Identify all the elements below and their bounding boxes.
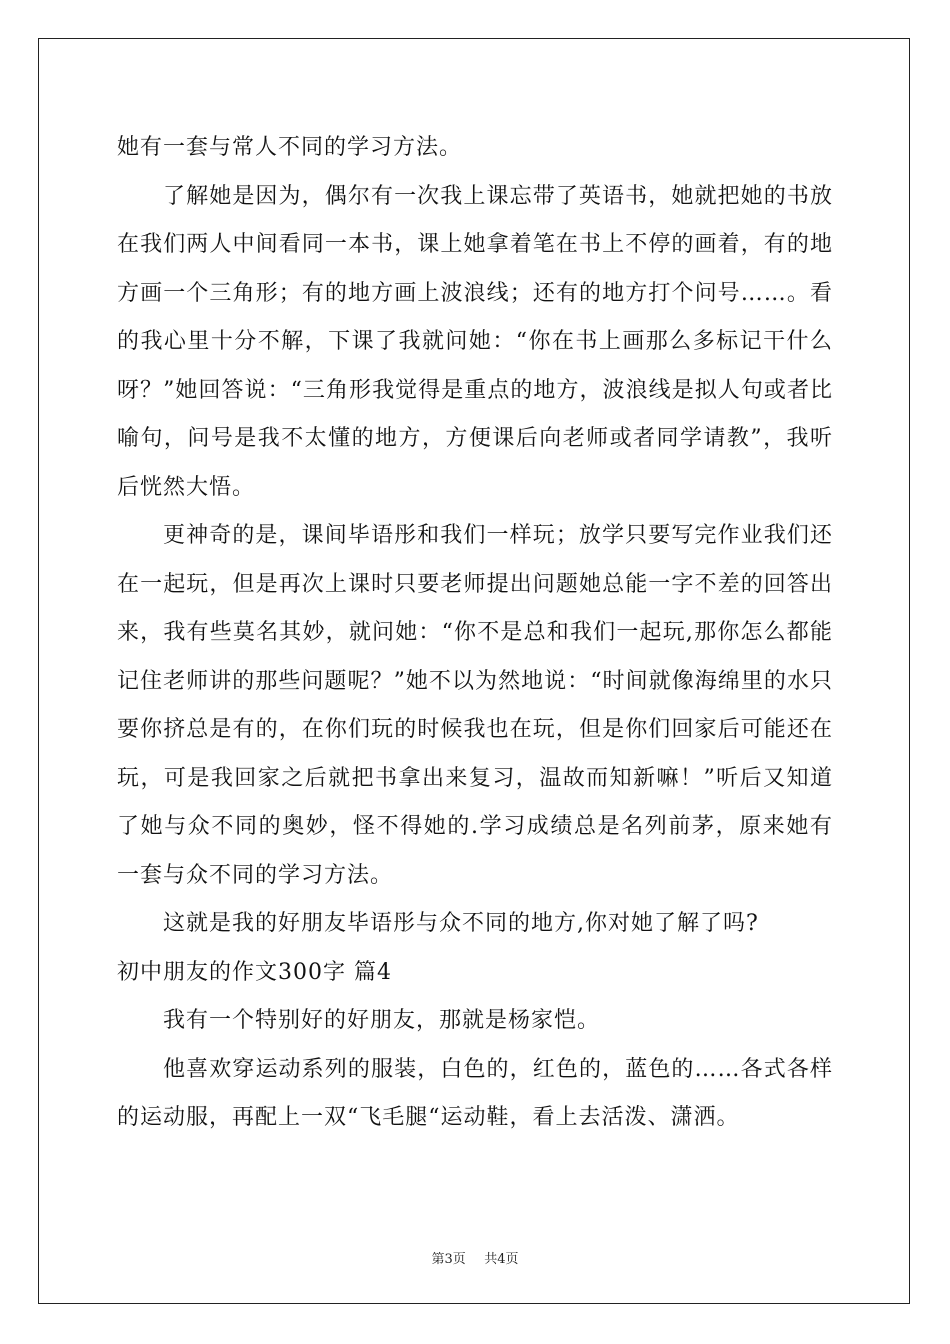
paragraph: 她有一套与常人不同的学习方法。 [117, 135, 463, 160]
paragraph: 更神奇的是，课间毕语彤和我们一样玩；放学只要写完作业我们还在一起玩，但是再次上课时只要老师提出问题她总能一字不差的回答出来，我有些莫名其妙，就问她：“你不是总和我们一起玩,那你怎么都能记住老师讲的那些问题呢？”她不以为然地说：“时间就像海绵里的水只要你挤总是有的，在你们玩的时候我也在玩，但是你们回家后可能还在玩，可是我回家之后就把书拿出来复习，温故而知新嘛！”听后又知道了她与众不同的奥妙，怪不得她的.学习成绩总是名列前茅，原来她有一套与众不同的学习方法。 [117, 523, 833, 888]
page-footer [0, 1248, 950, 1267]
paragraph: 这就是我的好朋友毕语彤与众不同的地方,你对她了解了吗? [163, 911, 759, 936]
paragraph: 我有一个特别好的好朋友，那就是杨家恺。 [163, 1008, 601, 1033]
document-body [117, 124, 833, 1143]
page-number: 第3页 [431, 1252, 466, 1267]
page-total: 共4页 [484, 1252, 519, 1267]
paragraph: 了解她是因为，偶尔有一次我上课忘带了英语书，她就把她的书放在我们两人中间看同一本书，课上她拿着笔在书上不停的画着，有的地方画一个三角形；有的地方画上波浪线；还有的地方打个问号……。看的我心里十分不解，下课了我就问她：“你在书上画那么多标记干什么呀？”她回答说：“三角形我觉得是重点的地方，波浪线是拟人句或者比喻句，问号是我不太懂的地方，方便课后向老师或者同学请教”，我听后恍然大悟。 [117, 183, 833, 500]
paragraph: 他喜欢穿运动系列的服装，白色的，红色的，蓝色的……各式各样的运动服，再配上一双“飞毛腿“运动鞋，看上去活泼、潇洒。 [117, 1056, 833, 1130]
section-heading: 初中朋友的作文300字 篇4 [117, 959, 392, 985]
